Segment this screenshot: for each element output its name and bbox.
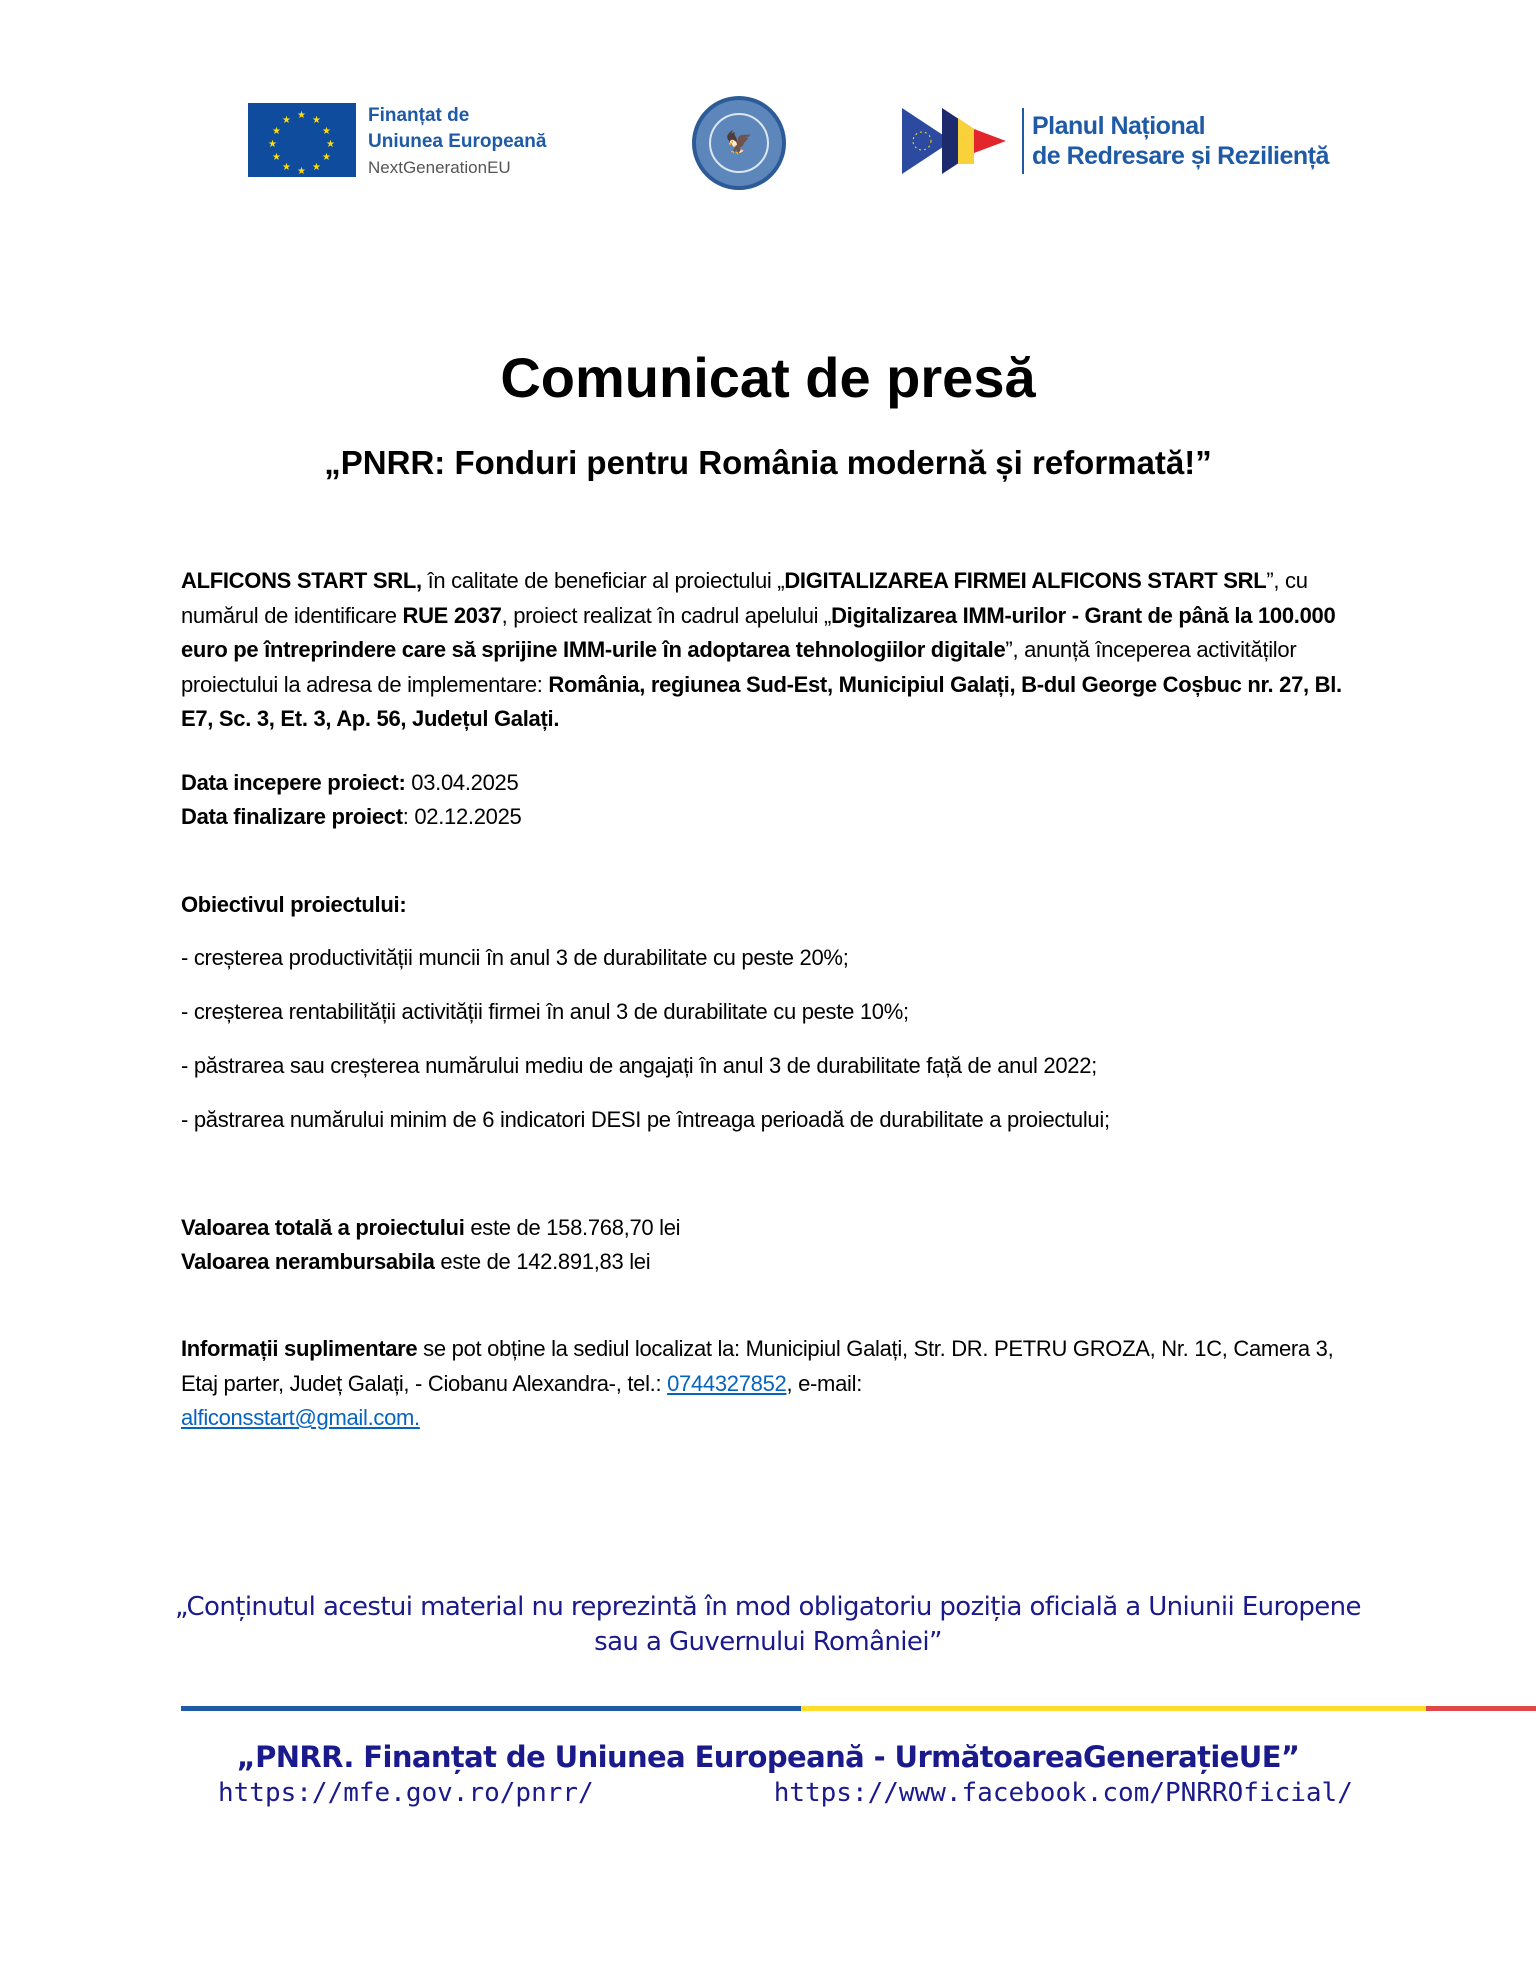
eu-logo-line: Finanțat de <box>368 105 470 126</box>
intro-paragraph <box>181 564 1361 737</box>
text: , proiect realizat în cadrul apelului „ <box>501 602 832 628</box>
disclaimer: „Conținutul acestui material nu reprezintă în mod obligatoriu poziția oficială a Uniunii Europene sau a Guvernului României” <box>175 1592 1361 1657</box>
objective-item: - creșterea productivității muncii în anul 3 de durabilitate cu peste 20%; <box>181 945 849 970</box>
footer-links <box>218 1778 1353 1808</box>
eu-funding-logo <box>248 103 546 181</box>
heading: Obiectivul proiectului: <box>181 892 407 917</box>
government-seal-logo <box>692 96 786 190</box>
start-date <box>181 766 1361 801</box>
text: se pot obține la sediul localizat la: Municipiul Galați, Str. DR. PETRU GROZA, Nr. 1C, Camera 3, Etaj parter, Județ Galați, - Ciobanu Alexandra-, tel.: <box>181 1336 1334 1396</box>
eu-flag-icon: ★ ★ ★ ★ ★ ★ ★ ★ ★ ★ ★ ★ <box>248 103 356 177</box>
pnrr-arrows-icon <box>902 108 1014 174</box>
eu-logo-line: Uniunea Europeană <box>368 131 547 152</box>
call-name: Digitalizarea IMM-urilor - Grant de până la 100.000 euro pe întreprindere care să sprijine IMM-urile în adoptarea tehnologiilor digitale <box>181 602 1336 662</box>
divider <box>1022 108 1024 174</box>
objective-item: - creșterea rentabilității activității firmei în anul 3 de durabilitate cu peste 10%; <box>181 999 909 1024</box>
implementation-address: România, regiunea Sud-Est, Municipiul Galați, B-dul George Coșbuc nr. 27, Bl. E7, Sc. 3, Et. 3, Ap. 56, Județul Galați. <box>181 671 1342 731</box>
text: ”, cu numărul de identificare <box>181 568 1308 628</box>
label: Data finalizare proiect <box>181 804 403 829</box>
text: în calitate de beneficiar al proiectului „ <box>421 568 785 593</box>
objective-item: - păstrarea numărului minim de 6 indicatori DESI pe întreaga perioadă de durabilitate a proiectului; <box>181 1107 1110 1132</box>
label: Data incepere proiect: <box>181 770 406 795</box>
mfe-link[interactable]: https://mfe.gov.ro/pnrr/ <box>218 1778 594 1808</box>
value: : 02.12.2025 <box>402 804 522 829</box>
value: 03.04.2025 <box>405 770 519 795</box>
text: , e-mail: <box>786 1370 863 1396</box>
value: este de 142.891,83 lei <box>434 1249 651 1274</box>
label: Valoarea nerambursabila <box>181 1249 435 1274</box>
pnrr-logo-line: Planul Național <box>1032 112 1206 140</box>
pnrr-logo <box>902 108 1329 174</box>
contact-info <box>181 1332 1361 1436</box>
total-value <box>181 1211 1361 1246</box>
facebook-link[interactable]: https://www.facebook.com/PNRROficial/ <box>773 1778 1353 1808</box>
nonrefundable-value <box>181 1245 1361 1280</box>
footer-slogan: „PNRR. Finanțat de Uniunea Europeană - UrmătoareaGenerațieUE” <box>236 1740 1300 1774</box>
project-id: RUE 2037 <box>402 602 502 628</box>
eu-logo-line: NextGenerationEU <box>368 158 511 177</box>
objectives-heading <box>181 888 1361 923</box>
objective-item: - păstrarea sau creșterea numărului mediu de angajați în anul 3 de durabilitate față de anul 2022; <box>181 1053 1097 1078</box>
phone-link[interactable]: 0744327852 <box>667 1370 787 1396</box>
email-link[interactable]: alficonsstart@gmail.com. <box>181 1405 420 1430</box>
label: Informații suplimentare <box>181 1336 418 1361</box>
value: este de 158.768,70 lei <box>464 1215 681 1240</box>
pnrr-logo-line: de Redresare și Reziliență <box>1032 142 1329 170</box>
page-title: Comunicat de presă <box>500 346 1036 409</box>
page-subtitle: „PNRR: Fonduri pentru România modernă și reformată!” <box>324 444 1212 481</box>
coat-of-arms-icon: 🦅 <box>709 113 769 173</box>
label: Valoarea totală a proiectului <box>181 1215 465 1240</box>
tricolor-divider <box>181 1706 1536 1711</box>
company-name: ALFICONS START SRL, <box>181 568 422 593</box>
end-date <box>181 800 1361 835</box>
text: ”, anunță începerea activităților proiectului la adresa de implementare: <box>181 637 1297 697</box>
project-name: DIGITALIZAREA FIRMEI ALFICONS START SRL <box>784 568 1267 593</box>
